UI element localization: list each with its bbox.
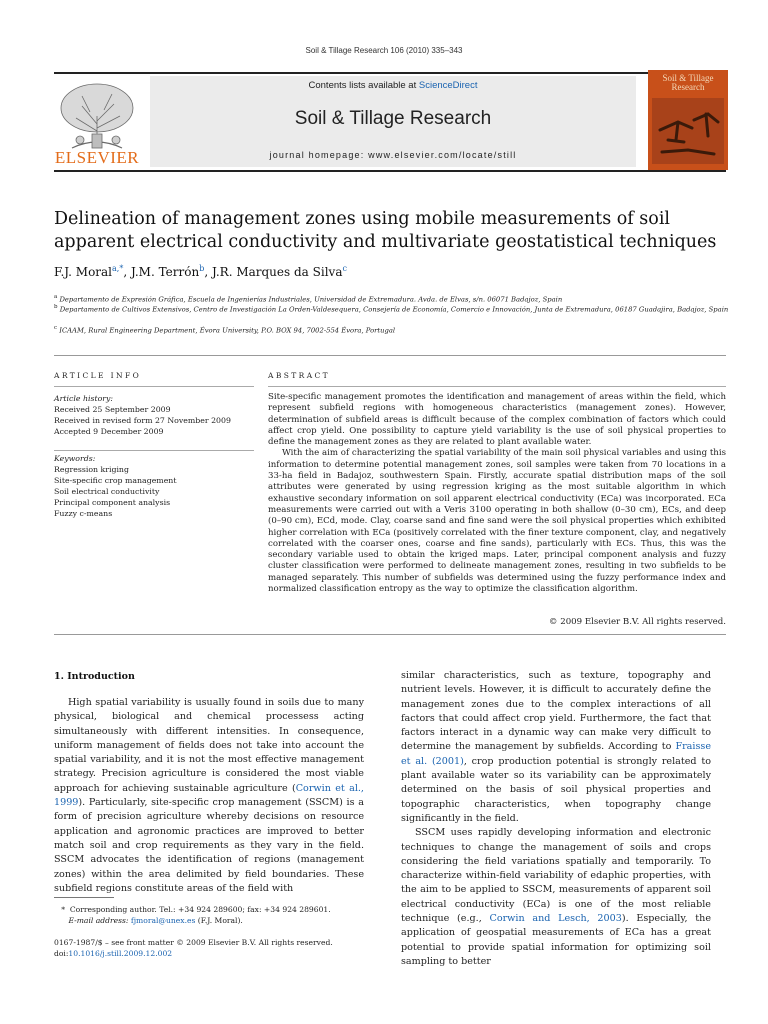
keyword-item: Principal component analysis — [54, 498, 171, 507]
abstract-rule — [268, 386, 726, 387]
article-info-heading: ARTICLE INFO — [54, 371, 142, 380]
footnote-text: Corresponding author. Tel.: +34 924 289600; fax: +34 924 289601. — [69, 905, 331, 914]
keyword-item: Regression kriging — [54, 465, 129, 474]
text-run: , crop production potential is strongly related to plant available water so its variability can be approximately determined on the basis of soil physical properties and topographic characteristics, when topography change significantly in the field. — [401, 755, 711, 824]
affiliation-text: Departamento de Cultivos Extensivos, Centro de Investigación La Orden-Valdesequera, Consejería de Economía, Comercio e Innovación, Junta de Extremadura, 06187 Guadajira, Badajoz, Spain — [59, 305, 729, 314]
header-bottom-rule — [54, 170, 726, 172]
sciencedirect-link[interactable]: ScienceDirect — [418, 80, 478, 91]
cover-title: Soil & Tillage Research — [662, 73, 714, 92]
body-column-right — [401, 669, 711, 969]
author-list — [54, 264, 347, 279]
article-info-rule — [54, 386, 254, 387]
affiliation-mark: c — [54, 325, 58, 331]
citation-link[interactable]: Fraisse et al. (2001) — [401, 741, 711, 767]
contents-prefix: Contents lists available at — [308, 80, 417, 91]
text-run: ). Particularly, site-specific crop management (SSCM) is a form of precision agriculture whereby decisions on resource application and agronomic practices are improved to better match soil and crop requirements as they vary in the field. SSCM advocates the identification of regions (management zones) within the area delimited by field boundaries. These subfield regions constitute areas of the field with — [54, 797, 364, 894]
author-name: J.R. Marques da Silva — [211, 265, 343, 279]
email-suffix: (F.J. Moral). — [197, 916, 243, 925]
author-separator: , — [123, 265, 131, 279]
affiliation-text: Departamento de Expresión Gráfica, Escuela de Ingenierías Industriales, Universidad de Extremadura. Avda. de Elvas, s/n. 06071 Badajoz, Spain — [59, 295, 563, 304]
author-affil-mark[interactable]: c — [342, 264, 347, 273]
author-affil-mark[interactable]: b — [199, 264, 205, 273]
issn-line: 0167-1987/$ – see front matter © 2009 Elsevier B.V. All rights reserved. — [54, 938, 333, 947]
footnote-rule — [54, 897, 114, 898]
history-received: Received 25 September 2009 — [54, 405, 171, 414]
body-column-left — [54, 696, 364, 896]
intro-paragraph-1 — [54, 696, 364, 896]
keywords-block — [54, 453, 254, 519]
affiliation-mark: b — [54, 304, 58, 310]
abstract-paragraph-2: With the aim of characterizing the spatial variability of the main soil physical variables and using this information to determine potential management zones, soil samples were taken from 70 locations in a 33-ha field in Badajoz, southwestern Spain. Firstly, accurate spatial distribution maps of the soil attributes were generated by using regression kriging as the most suitable algorithm in which exhaustive secondary information on soil apparent electrical conductivity (ECa) was incorporated. ECa measurements were carried out with a Veris 3100 operating in both shallow (0–30 cm), ECs, and deep (0–90 cm), ECd, mode. Clay, coarse sand and fine sand were the soil physical properties which exhibited higher correlation with ECa (positively correlated with the finer texture component, clay, and negatively correlated with the coarser ones, coarse and fine sands), particularly with ECs. Thus, this was the secondary variable used to obtain the kriged maps. Later, principal component analysis and fuzzy cluster classification were performed to delineate management zones, resulting in two subfields to be managed separately. This number of subfields was determined using the fuzzy performance index and normalized classification entropy as the way to optimize the classification algorithm. — [268, 448, 726, 595]
contents-line — [150, 80, 636, 91]
citation-link[interactable]: Corwin et al., 1999 — [54, 782, 364, 809]
section-heading-introduction: 1. Introduction — [54, 671, 135, 682]
author-separator: , — [204, 265, 212, 279]
email-link[interactable]: fjmoral@unex.es — [130, 916, 196, 925]
email-label: E-mail address: — [68, 916, 129, 925]
footnote-mark: * — [61, 905, 66, 914]
affiliation-c — [54, 323, 734, 335]
abstract-heading: ABSTRACT — [268, 371, 331, 380]
elsevier-wordmark: ELSEVIER — [54, 148, 140, 167]
author-affil-mark[interactable]: a,* — [112, 264, 124, 273]
doi-label: doi: — [54, 949, 69, 958]
intro-paragraph-1-cont — [401, 669, 711, 826]
affiliation-text: ICAAM, Rural Engineering Department, Évora University, P.O. BOX 94, 7002-554 Évora, Portugal — [59, 326, 396, 335]
text-run: SSCM uses rapidly developing information and electronic techniques to change the management of soils and crops considering the field variations spatially and temporarily. To characterize within-field variability of edaphic properties, with the aim to be applied to SSCM, measurements of apparent soil electrical conductivity (ECa) is one of the most reliable technique (e.g., — [401, 827, 711, 925]
keywords-rule — [54, 450, 254, 451]
intro-paragraph-2 — [401, 826, 711, 969]
text-run: similar characteristics, such as texture, topography and nutrient levels. However, it is difficult to accurately define the management zones due to the complex interactions of all factors that could affect crop yield. Furthermore, the fact that factors interact in a dynamic way can make very difficult to determine the management by subfields. According to — [401, 670, 711, 753]
citation-link[interactable]: Corwin and Lesch, 2003 — [489, 913, 622, 925]
history-revised: Received in revised form 27 November 2009 — [54, 416, 231, 425]
author-name: F.J. Moral — [54, 265, 113, 279]
keyword-item: Soil electrical conductivity — [54, 487, 160, 496]
history-accepted: Accepted 9 December 2009 — [54, 427, 164, 436]
corresponding-author-footnote — [54, 904, 374, 926]
front-matter-info — [54, 937, 374, 959]
history-label: Article history: — [54, 394, 114, 403]
affiliation-b — [54, 302, 734, 314]
doi-link[interactable]: 10.1016/j.still.2009.12.002 — [68, 949, 173, 958]
keyword-item: Fuzzy c-means — [54, 509, 113, 518]
article-history — [54, 393, 254, 437]
affiliation-mark: a — [54, 294, 58, 300]
journal-name: Soil & Tillage Research — [294, 108, 492, 129]
journal-citation: Soil & Tillage Research 106 (2010) 335–343 — [305, 46, 463, 55]
keywords-label: Keywords: — [54, 454, 96, 463]
header-top-rule — [54, 72, 726, 74]
abstract-paragraph-1: Site-specific management promotes the identification and management of areas within the field, which represent subfield regions with homogeneous characteristics (management zones). However, determination of subfield areas is difficult because of the complex combination of factors which could affect crop yield. One possibility to capture yield variability is the use of soil physical properties to define the management zones as they are related to plant available water. — [268, 392, 726, 448]
article-title: Delineation of management zones using mobile measurements of soil apparent electrical conductivity and multivariate geostatistical techniques — [54, 209, 717, 252]
abstract-copyright: © 2009 Elsevier B.V. All rights reserved. — [548, 617, 726, 627]
journal-homepage[interactable]: journal homepage: www.elsevier.com/locate/still — [269, 150, 517, 160]
abstract-bottom-rule — [54, 634, 726, 635]
author-name: J.M. Terrón — [130, 265, 200, 279]
abstract-text — [268, 392, 726, 595]
text-run: High spatial variability is usually found in soils due to many physical, biological and chemical processess acting simultaneously with different intensities. In consequence, uniform management of fields does not take into account the spatial variability, and it is not the most effective management strategy. Precision agriculture is considered the most viable approach for achieving sustainable agriculture ( — [54, 697, 364, 794]
text-run: ). Especially, the application of geospatial measurements of ECa has a great potential to provide spatial information for optimizing soil sampling to better — [401, 913, 712, 967]
section-divider — [54, 355, 726, 356]
keyword-item: Site-specific crop management — [54, 476, 177, 485]
